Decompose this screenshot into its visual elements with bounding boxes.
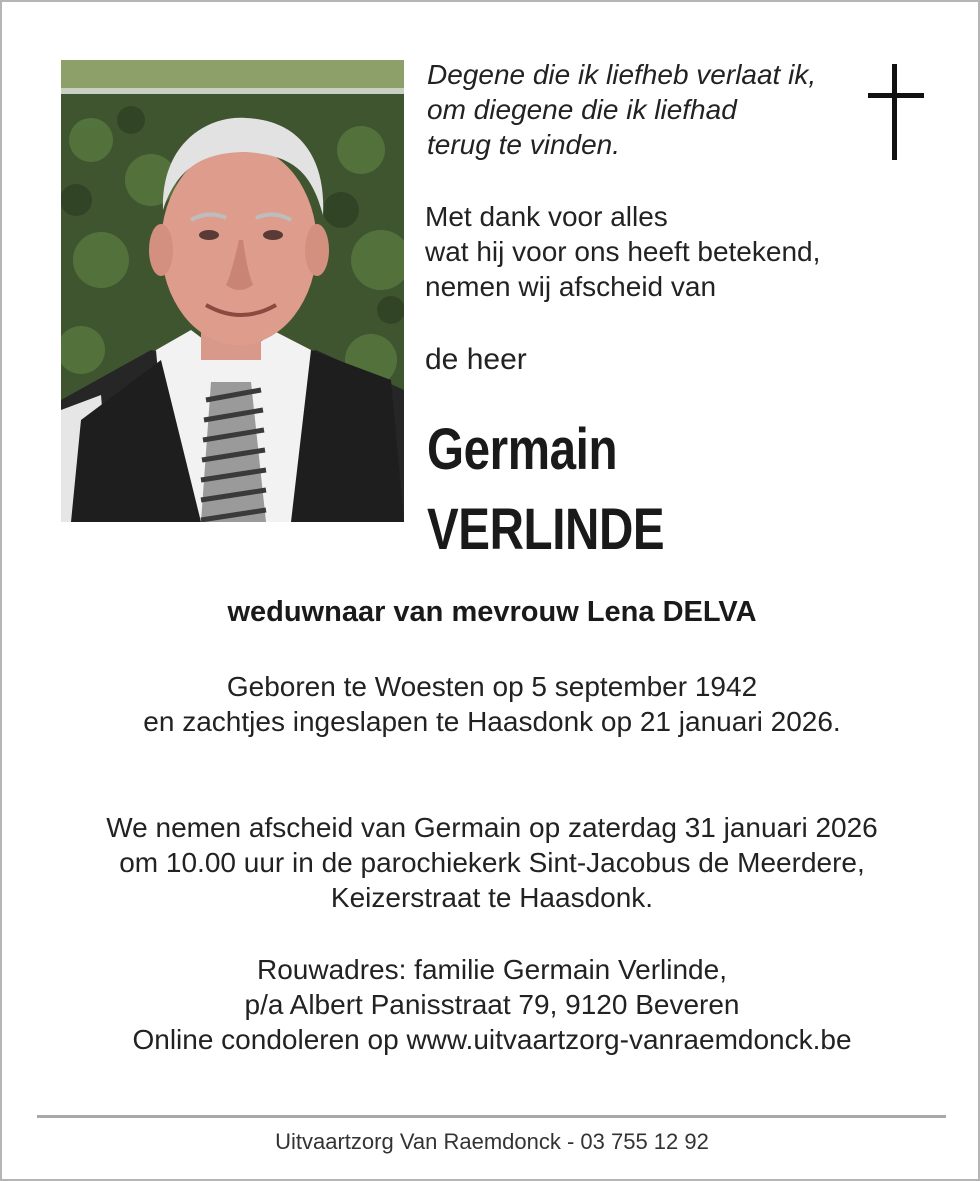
thanks-text	[425, 199, 820, 304]
thanks-line: nemen wij afscheid van	[425, 271, 717, 302]
condolence-link[interactable]: Online condoleren op www.uitvaartzorg-vanraemdonck.be	[132, 1024, 852, 1055]
address-line: Rouwadres: familie Germain Verlinde,	[257, 954, 727, 985]
last-name: VERLINDE	[427, 497, 665, 562]
mourning-address	[2, 952, 980, 1057]
portrait-photo	[61, 60, 404, 522]
thanks-line: wat hij voor ons heeft betekend,	[425, 236, 821, 267]
ceremony-info	[2, 810, 980, 915]
deceased-name	[427, 410, 664, 570]
died-line: en zachtjes ingeslapen te Haasdonk op 21 januari 2026.	[143, 706, 841, 737]
birth-death-info	[2, 669, 980, 739]
ceremony-line: Keizerstraat te Haasdonk.	[330, 882, 654, 913]
address-line: p/a Albert Panisstraat 79, 9120 Beveren	[244, 989, 740, 1020]
poem-quote	[427, 57, 816, 162]
poem-line: om diegene die ik liefhad	[427, 94, 737, 125]
first-name: Germain	[427, 417, 618, 482]
widower-line: weduwnaar van mevrouw Lena DELVA	[227, 596, 757, 628]
ceremony-line: om 10.00 uur in de parochiekerk Sint-Jacobus de Meerdere,	[119, 847, 865, 878]
cross-icon	[868, 64, 924, 160]
divider	[37, 1115, 946, 1118]
ceremony-line: We nemen afscheid van Germain op zaterdag 31 januari 2026	[106, 812, 878, 843]
poem-line: Degene die ik liefheb verlaat ik,	[427, 59, 817, 90]
born-line: Geboren te Woesten op 5 september 1942	[226, 671, 758, 702]
funeral-home-footer: Uitvaartzorg Van Raemdonck - 03 755 12 92	[275, 1129, 709, 1154]
poem-line: terug te vinden.	[427, 129, 621, 160]
thanks-line: Met dank voor alles	[425, 201, 668, 232]
honorific: de heer	[425, 343, 527, 376]
